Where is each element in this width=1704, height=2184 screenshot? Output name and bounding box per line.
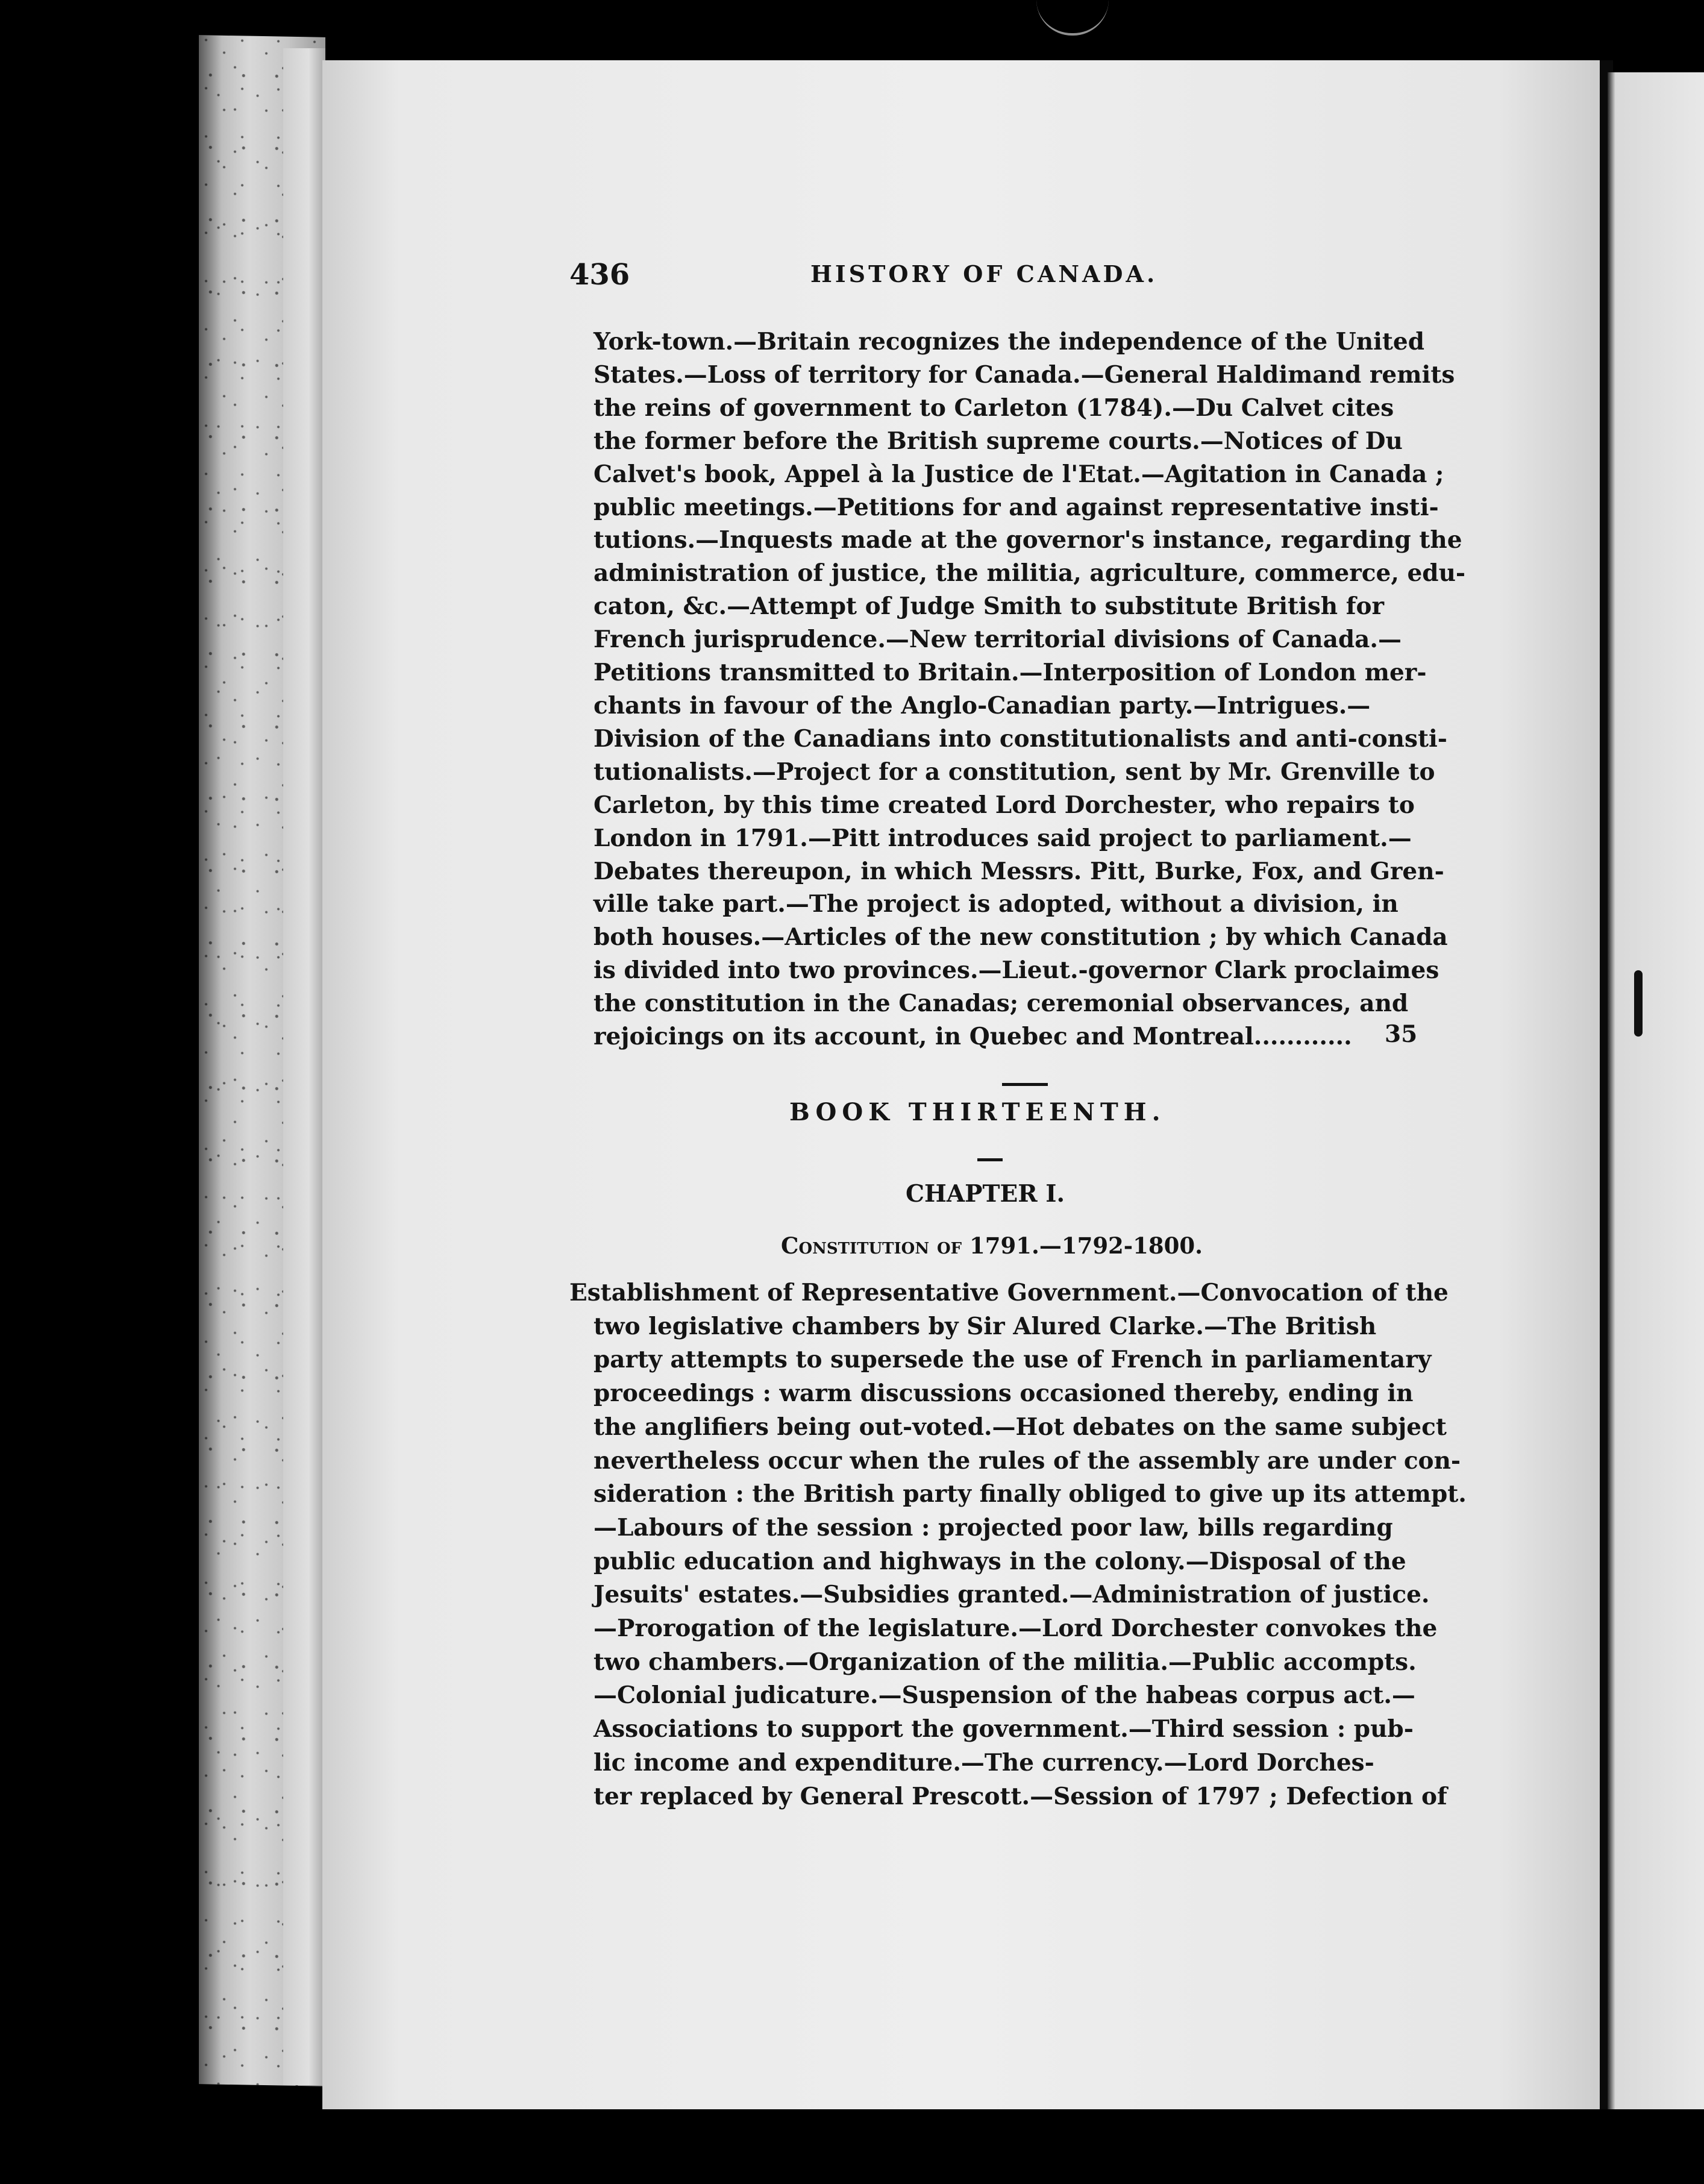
facing-page-mark [1634,970,1643,1037]
summary-line: the constitution in the Canadas; ceremonial observances, and [594,990,1409,1018]
page-stack-edge [283,48,325,2085]
chapter-summary-line: two chambers.—Organization of the militia.—Public accompts. [594,1648,1417,1676]
summary-line: both houses.—Articles of the new constitution ; by which Canada [594,923,1448,952]
chapter-summary-line: the anglifiers being out-voted.—Hot debates on the same subject [594,1413,1447,1441]
book-heading: BOOK THIRTEENTH. [789,1098,1166,1126]
summary-line: public meetings.—Petitions for and against representative insti- [594,493,1439,521]
chapter-summary-line: ter replaced by General Prescott.—Session of 1797 ; Defection of [594,1782,1447,1810]
summary-line: Division of the Canadians into constitutionalists and anti-consti- [594,724,1447,753]
divider-rule [977,1158,1003,1161]
facing-page-edge [1608,72,1704,2109]
summary-line: French jurisprudence.—New territorial divisions of Canada.— [594,626,1402,654]
chapter-summary-line: Associations to support the government.—Third session : pub- [594,1715,1414,1743]
chapter-summary-line: public education and highways in the colony.—Disposal of the [594,1547,1406,1575]
scan-artifact [1036,0,1109,36]
summary-page-reference: 35 [1385,1020,1418,1048]
summary-line: Debates thereupon, in which Messrs. Pitt, Burke, Fox, and Gren- [594,857,1444,885]
chapter-summary-line: Establishment of Representative Government.—Convocation of the [569,1279,1449,1307]
summary-line: tutions.—Inquests made at the governor's instance, regarding the [594,526,1462,554]
summary-line: Calvet's book, Appel à la Justice de l'Etat.—Agitation in Canada ; [594,460,1444,488]
chapter-summary-paragraph [569,1276,1467,1813]
chapter-summary-line: two legislative chambers by Sir Alured Clarke.—The British [594,1312,1377,1340]
summary-line: States.—Loss of territory for Canada.—General Haldimand remits [594,360,1455,389]
summary-line: administration of justice, the militia, agriculture, commerce, edu- [594,559,1466,588]
chapter-summary-line: lic income and expenditure.—The currency.—Lord Dorches- [594,1748,1374,1777]
summary-line: chants in favour of the Anglo-Canadian party.—Intrigues.— [594,691,1371,720]
summary-line: the former before the British supreme courts.—Notices of Du [594,427,1403,455]
summary-line: rejoicings on its account, in Quebec and Montreal............ [594,1023,1352,1051]
summary-line: caton, &c.—Attempt of Judge Smith to substitute British for [594,592,1385,621]
chapter-summary-line: sideration : the British party finally obliged to give up its attempt. [594,1480,1467,1508]
summary-line: York-town.—Britain recognizes the independence of the United [594,328,1425,356]
chapter-subtitle: Constitution of 1791.—1792-1800. [781,1232,1203,1259]
summary-line: Petitions transmitted to Britain.—Interposition of London mer- [594,659,1427,687]
summary-line: tutionalists.—Project for a constitution, sent by Mr. Grenville to [594,758,1435,786]
chapter-heading: CHAPTER I. [906,1180,1065,1208]
summary-line: London in 1791.—Pitt introduces said project to parliament.— [594,824,1412,852]
summary-line: is divided into two provinces.—Lieut.-governor Clark proclaimes [594,956,1439,985]
summary-line: ville take part.—The project is adopted, without a division, in [594,890,1399,918]
divider-rule [1002,1083,1048,1086]
chapter-summary-line: —Colonial judicature.—Suspension of the habeas corpus act.— [594,1681,1415,1710]
chapter-summary-line: proceedings : warm discussions occasioned thereby, ending in [594,1379,1414,1408]
chapter-summary-line: party attempts to supersede the use of French in parliamentary [594,1346,1432,1374]
running-title: HISTORY OF CANADA. [810,260,1158,287]
summary-line: the reins of government to Carleton (1784).—Du Calvet cites [594,394,1394,422]
summary-line: Carleton, by this time created Lord Dorchester, who repairs to [594,791,1415,819]
chapter-summary-line: nevertheless occur when the rules of the assembly are under con- [594,1446,1461,1475]
chapter-summary-line: —Labours of the session : projected poor law, bills regarding [594,1513,1393,1542]
chapter-summary-line: Jesuits' estates.—Subsidies granted.—Administration of justice. [594,1581,1430,1609]
page-number: 436 [569,258,630,292]
chapter-summary-line: —Prorogation of the legislature.—Lord Dorchester convokes the [594,1614,1438,1643]
